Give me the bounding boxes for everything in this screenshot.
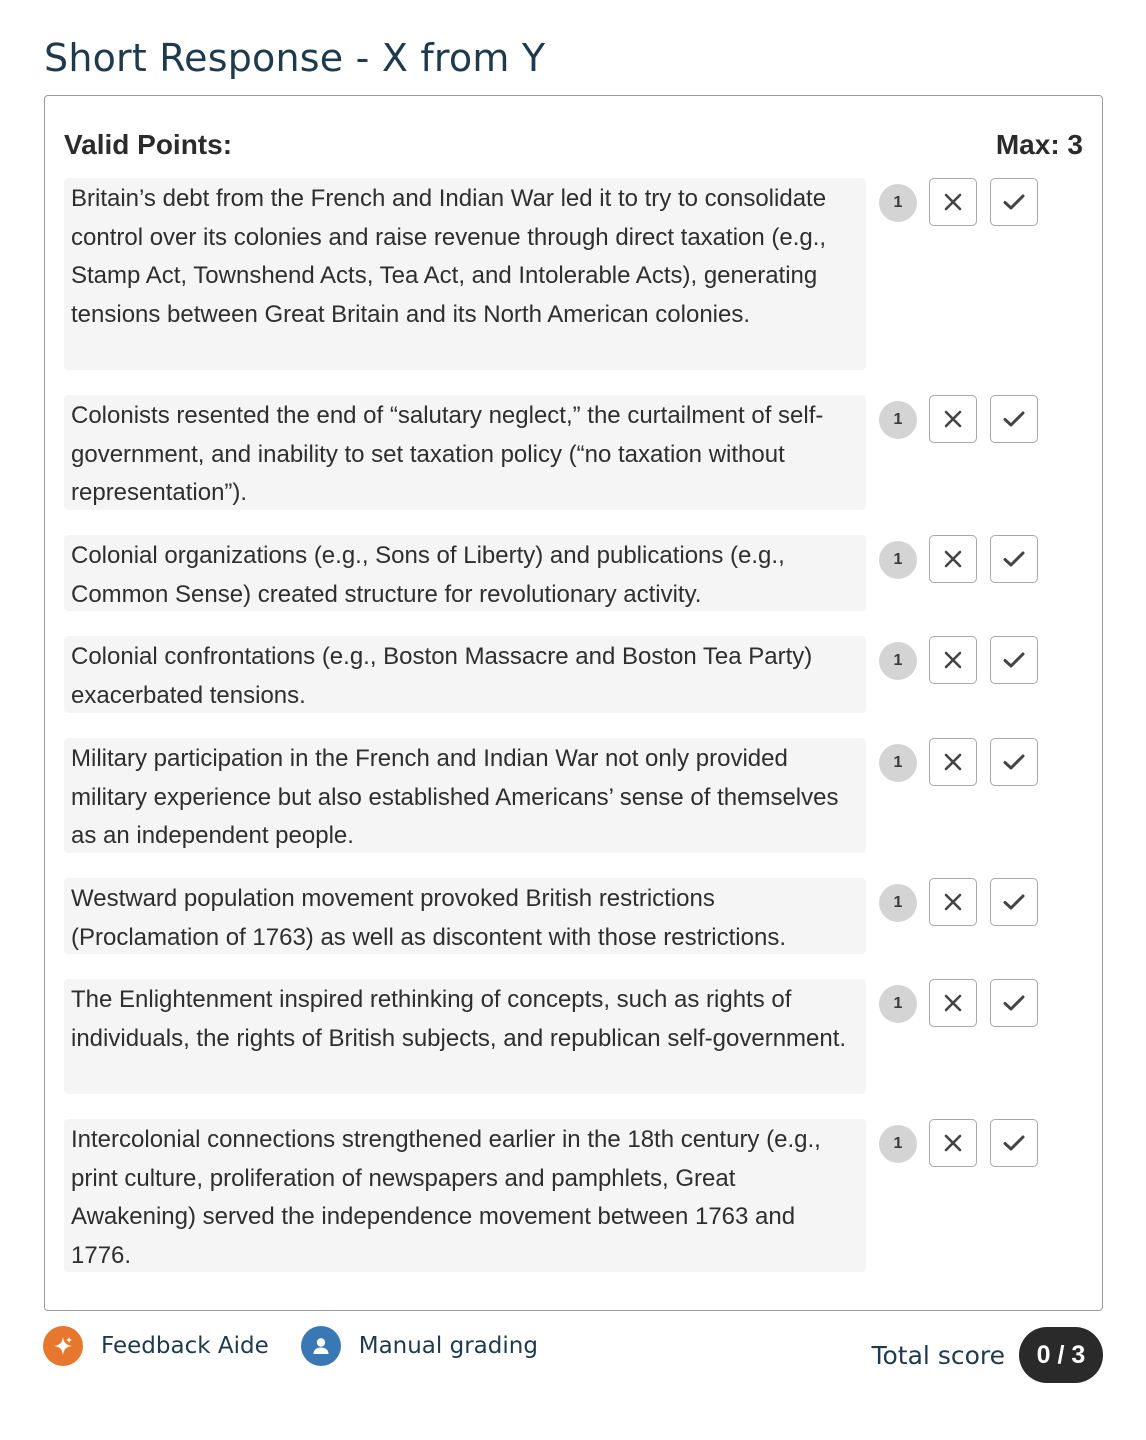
check-icon [1003,651,1025,669]
close-icon [943,192,963,212]
valid-points-label: Valid Points: [64,129,233,160]
check-icon [1003,193,1025,211]
point-score-badge: 1 [879,884,917,922]
check-icon [1003,550,1025,568]
check-icon [1003,893,1025,911]
point-score-badge: 1 [879,184,917,222]
point-score-badge: 1 [879,744,917,782]
sparkle-icon [43,1326,83,1366]
point-text: The Enlightenment inspired rethinking of concepts, such as rights of individuals, the rights of British subjects, and republican self-government. [64,979,866,1094]
reject-point-button[interactable] [929,979,977,1027]
total-score-label: Total score [871,1340,1005,1370]
point-score-badge: 1 [879,985,917,1023]
point-text: Colonial confrontations (e.g., Boston Massacre and Boston Tea Party) exacerbated tensions. [64,636,866,713]
grading-mode-options [43,1326,570,1366]
check-icon [1003,410,1025,428]
person-icon [301,1326,341,1366]
close-icon [943,549,963,569]
accept-point-button[interactable] [990,738,1038,786]
point-text: Britain’s debt from the French and Indian War led it to try to consolidate control over its colonies and raise revenue through direct taxation (e.g., Stamp Act, Townshend Acts, Tea Act, and Intolerable Acts), generating tensions between Great Britain and its North American colonies. [64,178,866,370]
reject-point-button[interactable] [929,178,977,226]
accept-point-button[interactable] [990,178,1038,226]
reject-point-button[interactable] [929,738,977,786]
total-score-badge: 0 / 3 [1019,1327,1103,1383]
reject-point-button[interactable] [929,878,977,926]
close-icon [943,892,963,912]
point-text: Military participation in the French and Indian War not only provided military experience but also established Americans’ sense of themselves as an independent people. [64,738,866,853]
point-text: Westward population movement provoked British restrictions (Proclamation of 1763) as well as discontent with those restrictions. [64,878,866,954]
reject-point-button[interactable] [929,1119,977,1167]
accept-point-button[interactable] [990,1119,1038,1167]
check-icon [1003,994,1025,1012]
reject-point-button[interactable] [929,395,977,443]
page-title: Short Response - X from Y [44,36,546,80]
check-icon [1003,753,1025,771]
manual-grading-option[interactable] [301,1326,538,1366]
close-icon [943,409,963,429]
accept-point-button[interactable] [990,395,1038,443]
accept-point-button[interactable] [990,535,1038,583]
point-text: Colonial organizations (e.g., Sons of Liberty) and publications (e.g., Common Sense) created structure for revolutionary activity. [64,535,866,611]
point-score-badge: 1 [879,401,917,439]
panel-header [64,128,1083,162]
feedback-aide-label: Feedback Aide [101,1333,269,1359]
accept-point-button[interactable] [990,636,1038,684]
point-text: Intercolonial connections strengthened earlier in the 18th century (e.g., print culture, proliferation of newspapers and pamphlets, Great Awakening) served the independence movement between 1763 and 1776. [64,1119,866,1272]
close-icon [943,993,963,1013]
reject-point-button[interactable] [929,636,977,684]
point-score-badge: 1 [879,541,917,579]
manual-grading-label: Manual grading [358,1333,538,1359]
point-score-badge: 1 [879,1125,917,1163]
feedback-aide-option[interactable] [43,1326,269,1366]
max-score-label: Max: 3 [995,129,1083,160]
point-text: Colonists resented the end of “salutary neglect,” the curtailment of self-government, and inability to set taxation policy (“no taxation without representation”). [64,395,866,510]
total-score [871,1327,1103,1383]
close-icon [943,650,963,670]
reject-point-button[interactable] [929,535,977,583]
close-icon [943,1133,963,1153]
close-icon [943,752,963,772]
accept-point-button[interactable] [990,878,1038,926]
accept-point-button[interactable] [990,979,1038,1027]
point-score-badge: 1 [879,642,917,680]
check-icon [1003,1134,1025,1152]
